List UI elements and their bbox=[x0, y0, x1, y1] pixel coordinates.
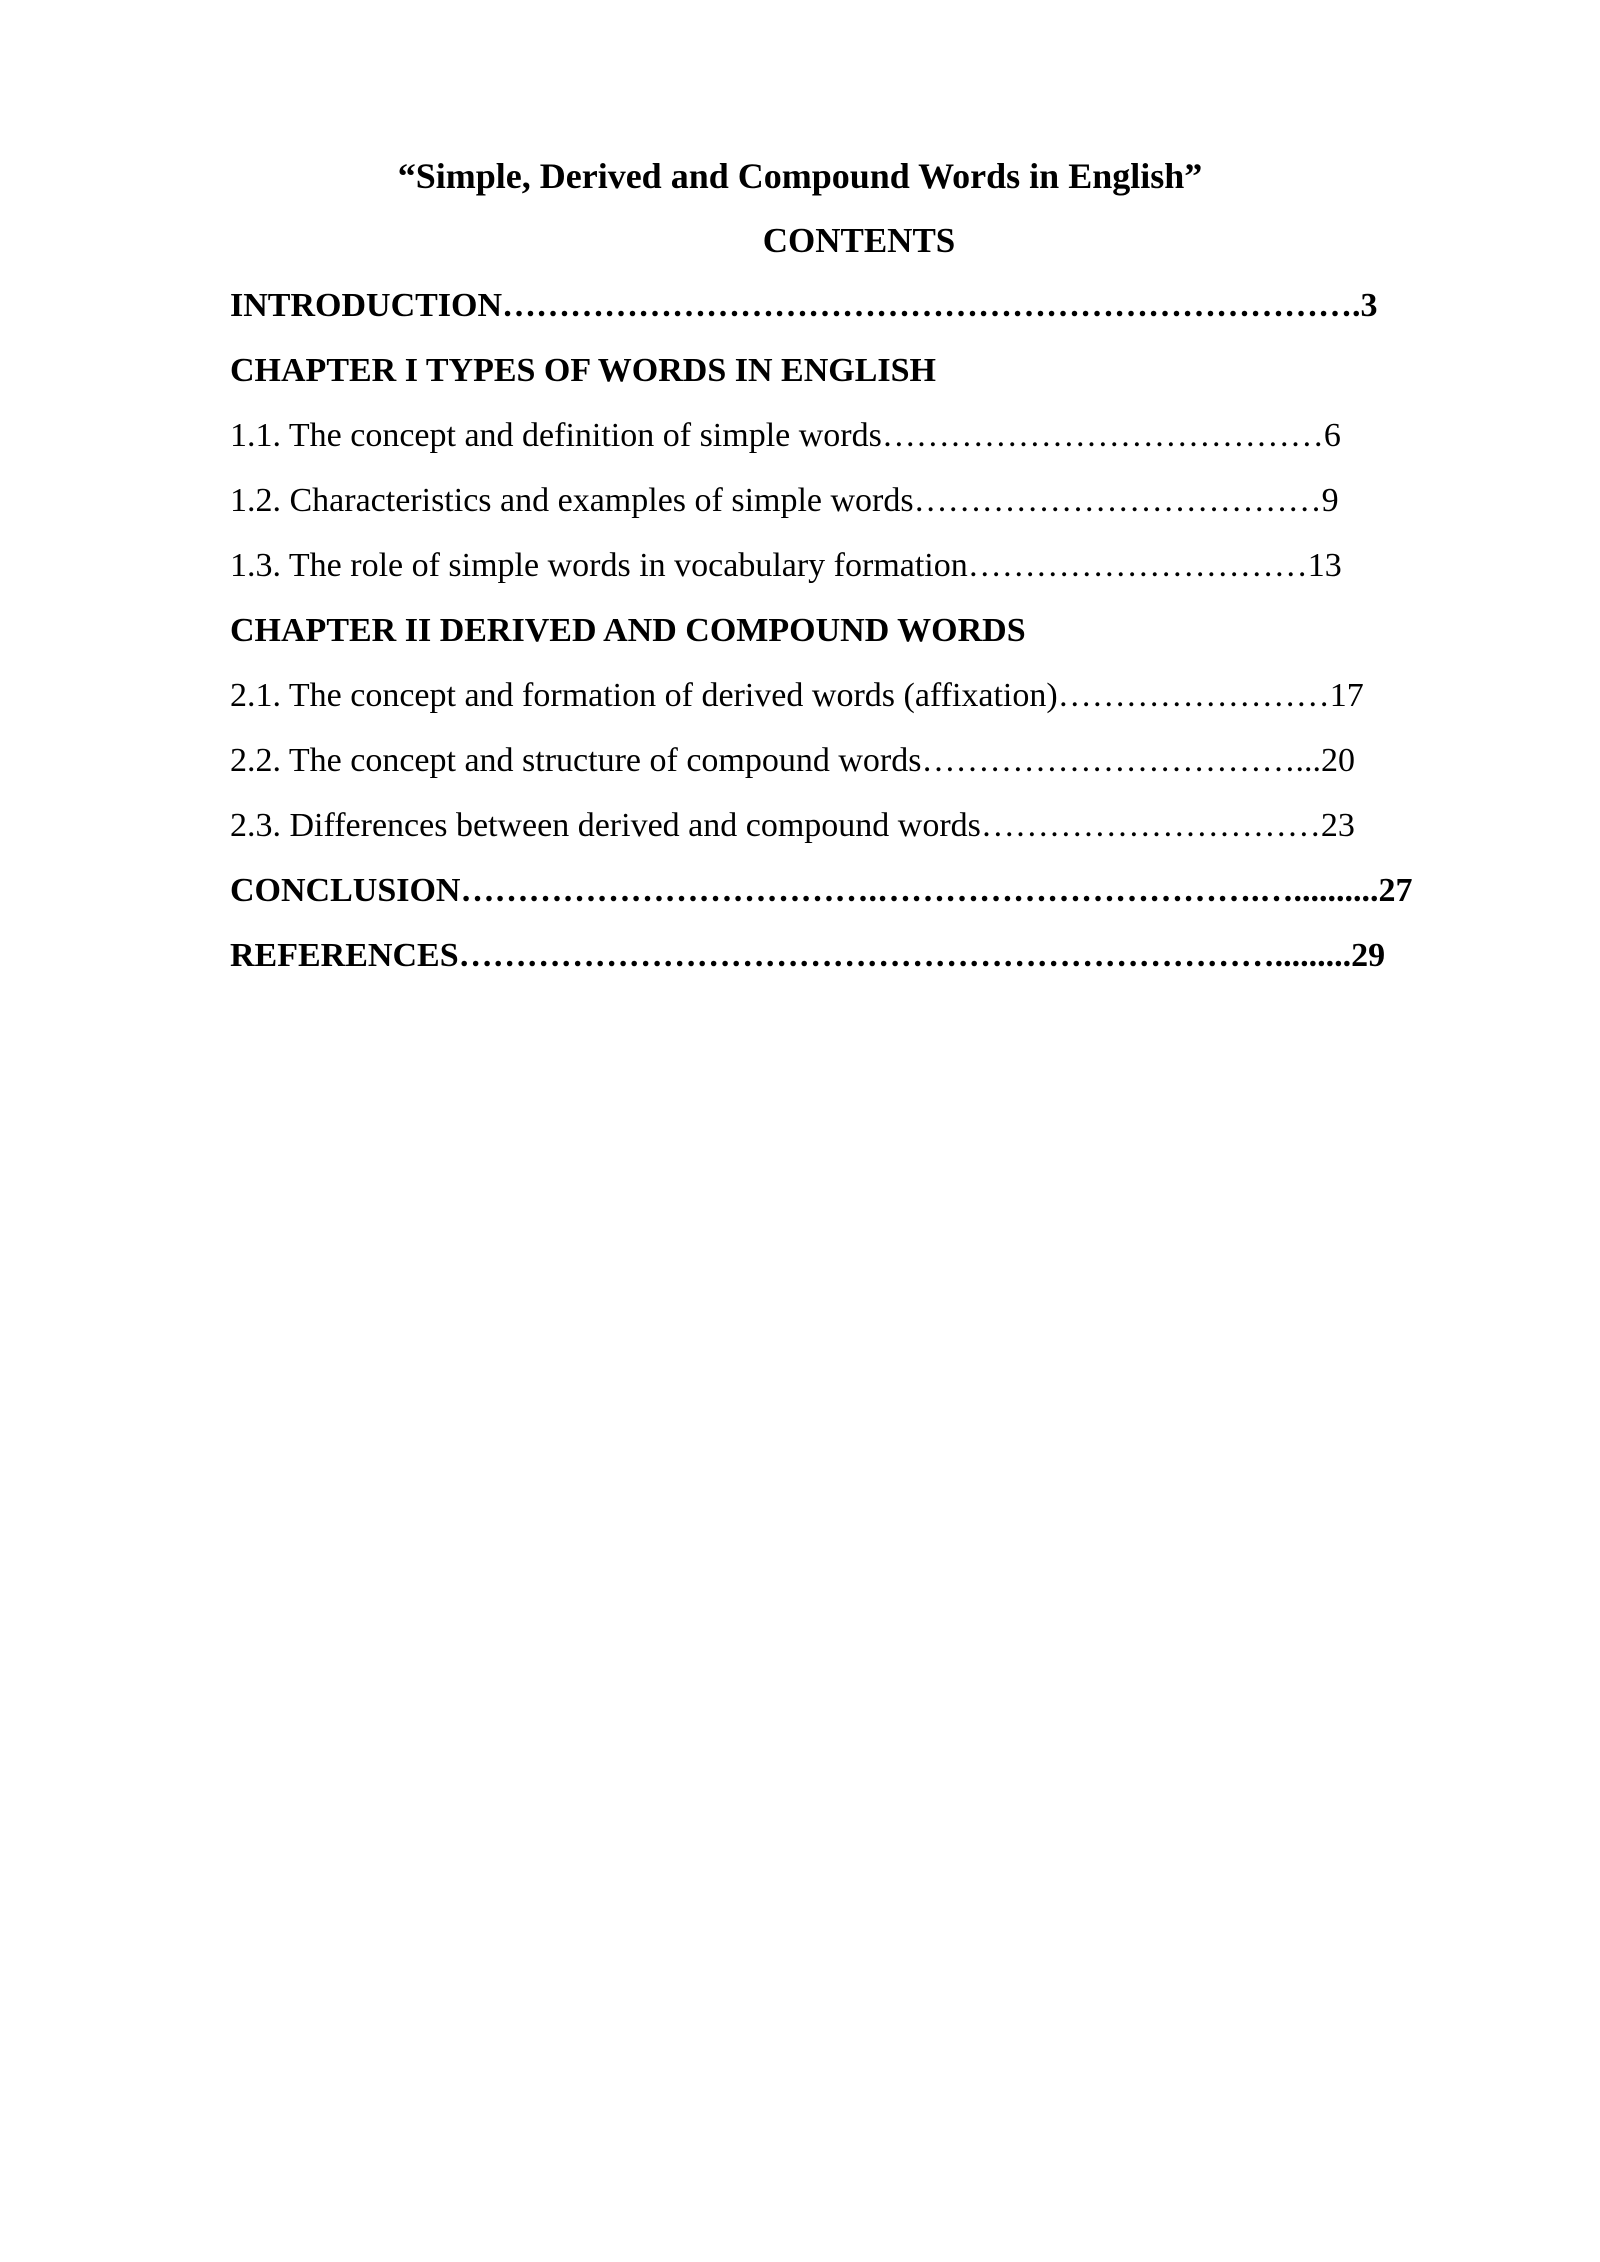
toc-entry-introduction bbox=[230, 281, 1378, 331]
toc-entry-text: 2.3. Differences between derived and compound words…………………………23 bbox=[230, 807, 1355, 844]
toc-entry-conclusion bbox=[230, 866, 1412, 916]
toc-entry-text: CHAPTER II DERIVED AND COMPOUND WORDS bbox=[230, 612, 1026, 649]
toc-entry-text: INTRODUCTION………………………………………………………………….3 bbox=[230, 287, 1378, 324]
toc-entry-text: 1.1. The concept and definition of simple words…………………………………6 bbox=[230, 417, 1341, 454]
toc-entry-text: 2.2. The concept and structure of compound words……………………………...20 bbox=[230, 742, 1355, 779]
toc-entry-1-3 bbox=[230, 541, 1342, 591]
contents-heading bbox=[0, 216, 1600, 266]
toc-entry-text: 2.1. The concept and formation of derived words (affixation)……………………17 bbox=[230, 677, 1364, 714]
toc-entry-2-1 bbox=[230, 671, 1364, 721]
toc-chapter-1-heading bbox=[230, 346, 936, 396]
toc-entry-2-3 bbox=[230, 801, 1355, 851]
toc-entry-text: CONCLUSION……………………………….…………………………….…..........27 bbox=[230, 872, 1413, 909]
toc-entry-references bbox=[230, 931, 1385, 981]
toc-chapter-2-heading bbox=[230, 606, 1026, 656]
toc-entry-text: 1.3. The role of simple words in vocabulary formation…………………………13 bbox=[230, 547, 1342, 584]
toc-entry-text: CHAPTER I TYPES OF WORDS IN ENGLISH bbox=[230, 352, 936, 389]
toc-entry-text: REFERENCES……………………………………………………………….........29 bbox=[230, 937, 1386, 974]
toc-entry-1-1 bbox=[230, 411, 1341, 461]
contents-heading-text: CONTENTS bbox=[762, 221, 956, 260]
toc-entry-text: 1.2. Characteristics and examples of simple words………………………………9 bbox=[230, 482, 1339, 519]
document-title-text: “Simple, Derived and Compound Words in English” bbox=[397, 156, 1203, 196]
document-title bbox=[0, 151, 1600, 201]
toc-entry-1-2 bbox=[230, 476, 1339, 526]
toc-entry-2-2 bbox=[230, 736, 1355, 786]
